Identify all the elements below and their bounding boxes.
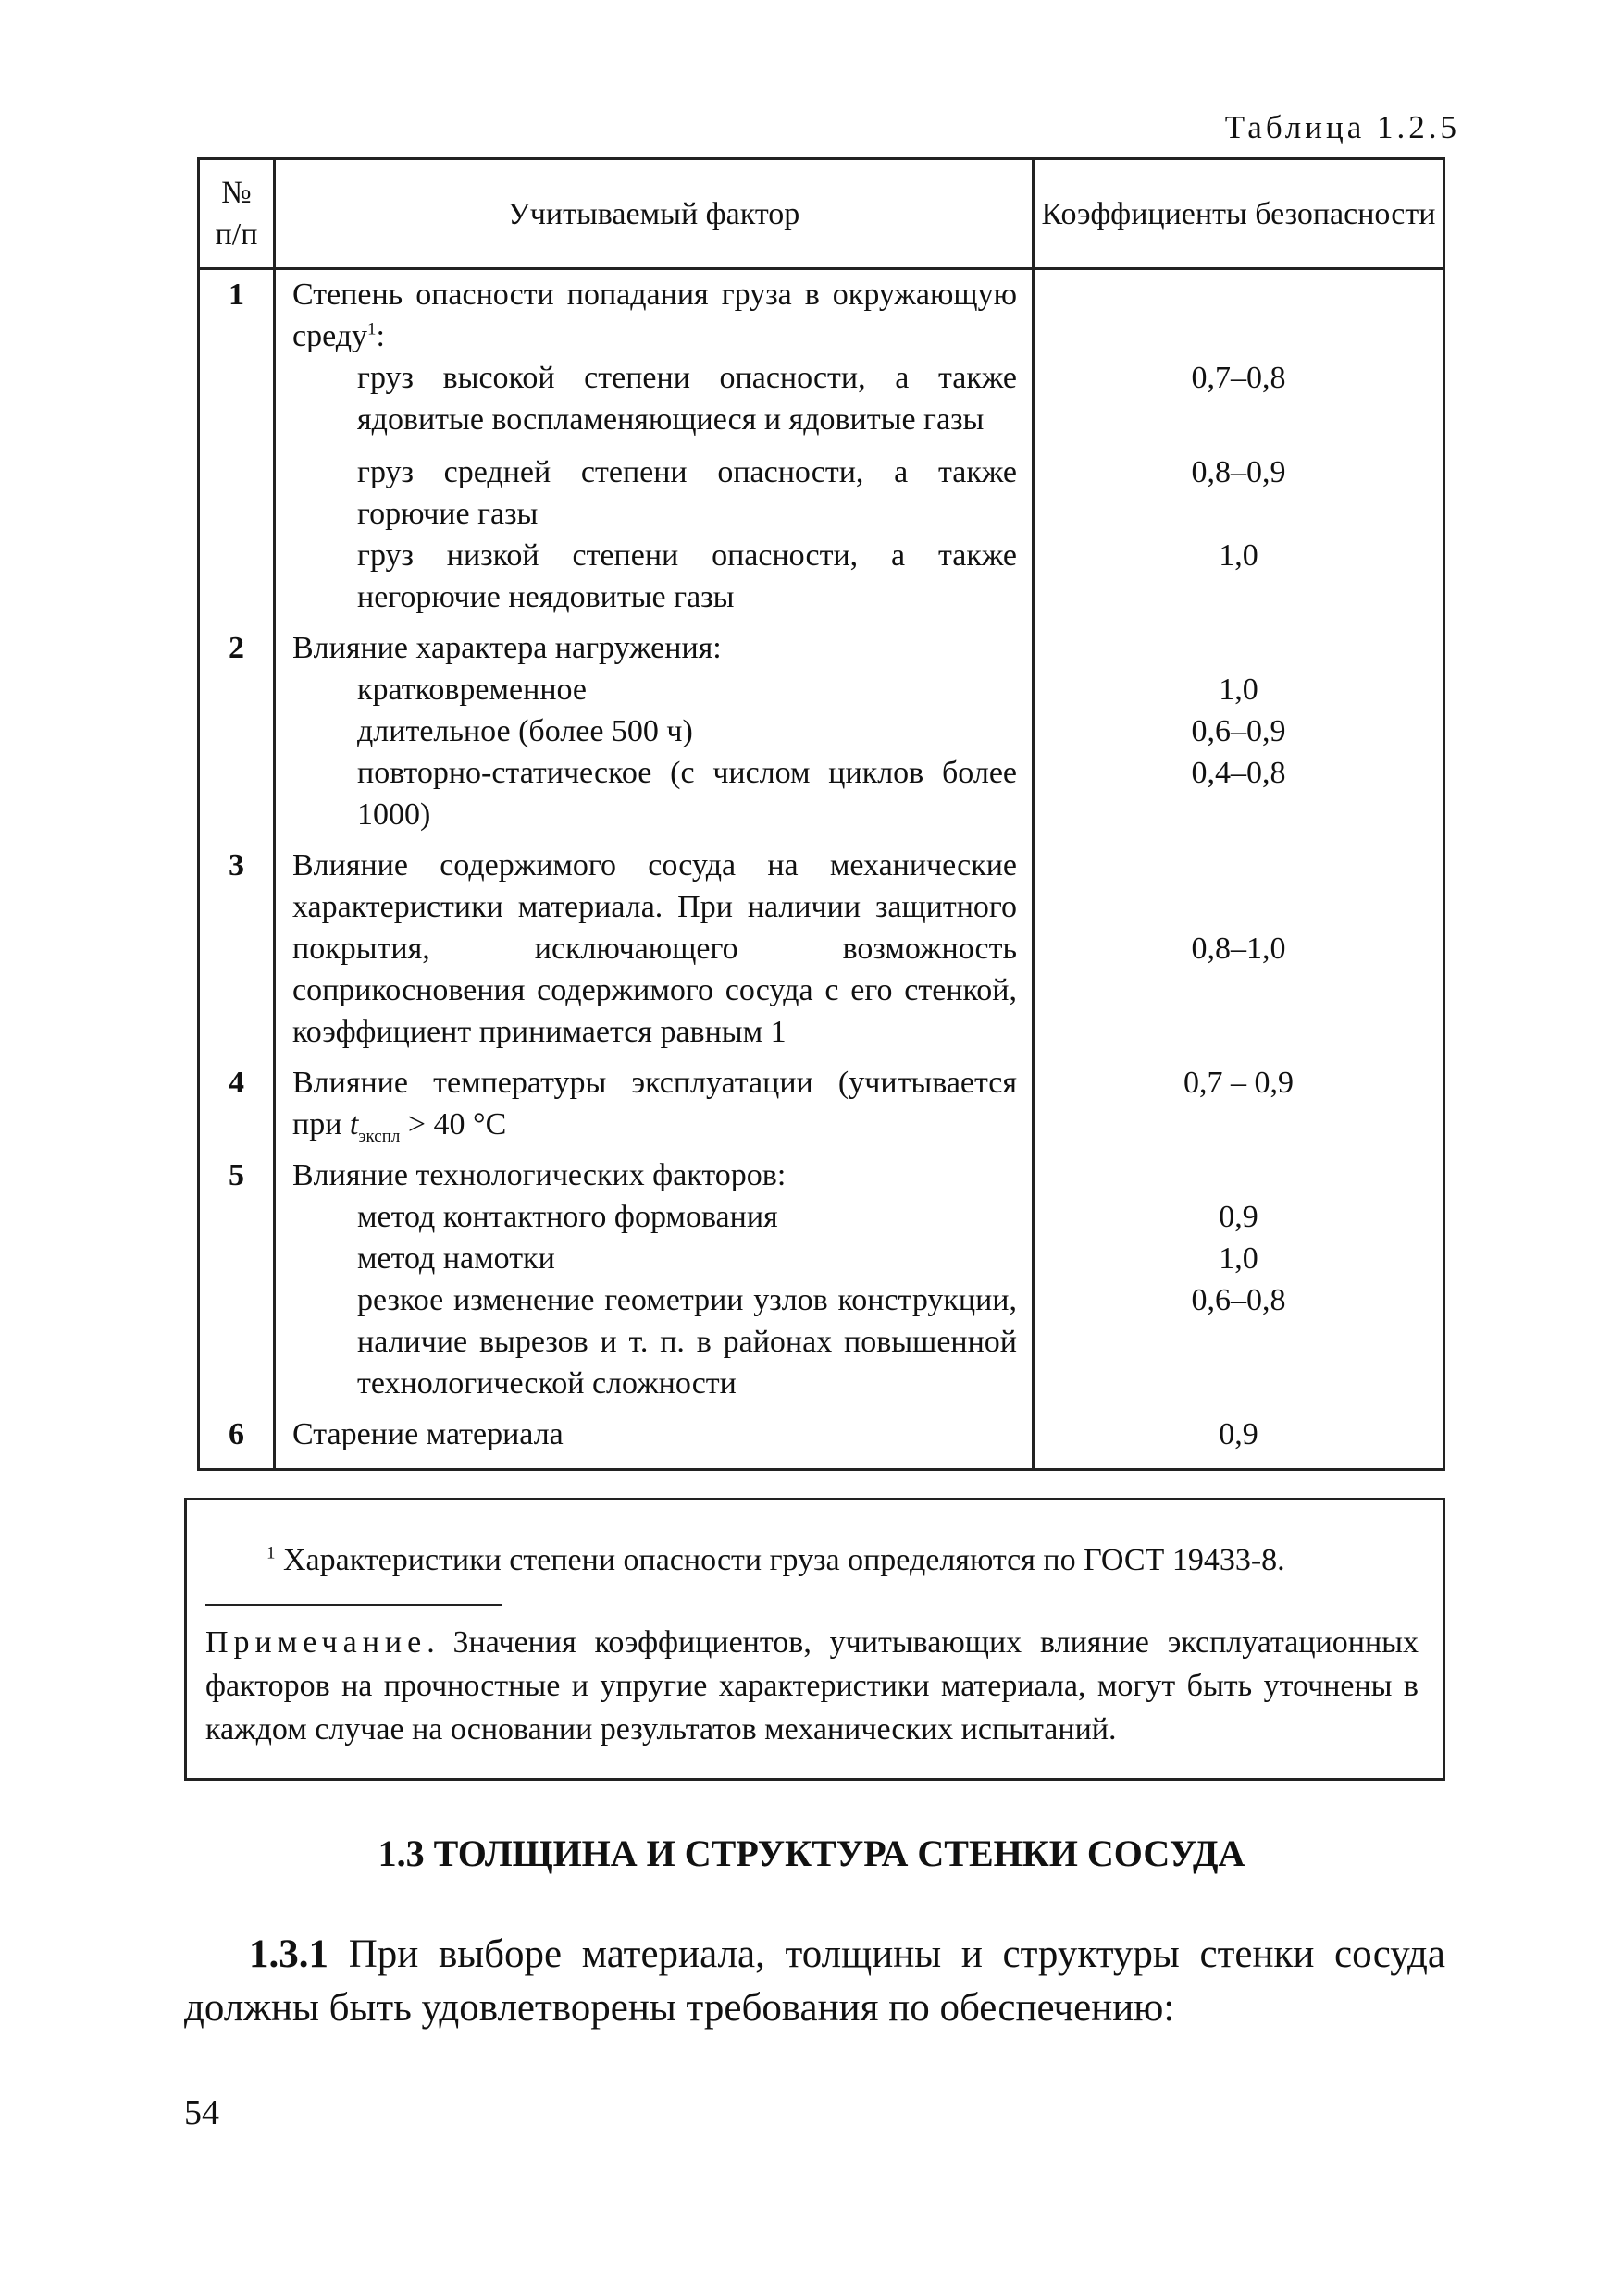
footnote-mark: 1 [266, 1543, 276, 1563]
coef-cell [1034, 841, 1444, 1058]
table-row [199, 623, 1444, 841]
coef-value: 1,0 [1219, 1241, 1258, 1276]
header-num: № п/п [199, 159, 275, 269]
coef-cell [1034, 1058, 1444, 1151]
coef-value: 0,7–0,8 [1191, 361, 1286, 395]
factor-item: кратковременное [357, 673, 588, 707]
row-number: 1 [199, 269, 275, 624]
factor-title: Влияние характера нагружения: [292, 631, 722, 665]
row-number: 4 [199, 1058, 275, 1151]
row-number: 2 [199, 623, 275, 841]
row-number: 3 [199, 841, 275, 1058]
table-row [199, 1410, 1444, 1470]
coef-value: 0,9 [1219, 1417, 1258, 1451]
row-number: 6 [199, 1410, 275, 1470]
factor-item: метод контактного формования [357, 1200, 778, 1234]
factor-item: груз низкой степени опасности, а также негорючие неядовитые газы [357, 538, 1017, 614]
coef-value: 1,0 [1219, 538, 1258, 573]
factor-item: резкое изменение геометрии узлов конструкции, наличие вырезов и т. п. в районах повышенной технологической сложности [357, 1283, 1017, 1401]
footnote-ref: 1 [367, 319, 377, 339]
table-row [199, 841, 1444, 1058]
coef-cell [1034, 623, 1444, 841]
footnote [266, 1543, 1285, 1578]
safety-factors-table [197, 157, 1445, 1471]
factor-item: метод намотки [357, 1241, 555, 1276]
note-label: Примечание [205, 1625, 427, 1660]
coef-cell [1034, 269, 1444, 624]
factor-title: Степень опасности попадания груза в окружающую среду [292, 278, 1017, 353]
temperature-condition: > 40 °С [407, 1107, 507, 1142]
header-factor: Учитываемый фактор [275, 159, 1034, 269]
coef-value: 0,8–1,0 [1191, 932, 1286, 966]
note-text: . Значения коэффициентов, учитывающих влияние эксплуатационных факторов на прочностные и упругие характеристики материала, могут быть уточнены в каждом случае на основании результатов механических испытаний. [205, 1625, 1419, 1747]
factor-item: груз средней степени опасности, а также горючие газы [357, 455, 1017, 531]
factor-cell [275, 1058, 1034, 1151]
table-row [199, 1151, 1444, 1410]
table-row [199, 269, 1444, 624]
factor-cell [275, 269, 1034, 624]
factor-item: повторно-статическое (с числом циклов более 1000) [357, 756, 1017, 832]
table-caption: Таблица 1.2.5 [1224, 109, 1460, 145]
factor-title: Влияние содержимого сосуда на механические характеристики материала. При наличии защитного покрытия, исключающего возможность соприкосновения содержимого сосуда с его стенкой, коэффициент принимается равным 1 [292, 848, 1017, 1049]
paragraph-text: При выборе материала, толщины и структуры стенки сосуда должны быть удовлетворены требования по обеспечению: [184, 1932, 1445, 2030]
note [205, 1621, 1419, 1751]
table-notes [184, 1498, 1445, 1781]
temperature-subscript: экспл [358, 1126, 401, 1146]
coef-value: 0,6–0,9 [1191, 714, 1286, 748]
coef-value: 0,7 – 0,9 [1183, 1066, 1294, 1100]
factor-item: длительное (более 500 ч) [357, 714, 693, 748]
footnote-text: Характеристики степени опасности груза определяются по ГОСТ 19433-8. [283, 1543, 1285, 1577]
factor-title-end: : [376, 319, 385, 353]
table-row [199, 1058, 1444, 1151]
factor-cell [275, 1151, 1034, 1410]
table-header-row [199, 159, 1444, 269]
factor-title: Старение материала [292, 1417, 564, 1451]
factor-cell [275, 623, 1034, 841]
coef-cell [1034, 1410, 1444, 1470]
temperature-symbol: t [349, 1107, 359, 1142]
section-heading: 1.3 ТОЛЩИНА И СТРУКТУРА СТЕНКИ СОСУДА [378, 1833, 1245, 1874]
coef-value: 0,4–0,8 [1191, 756, 1286, 790]
factor-cell [275, 841, 1034, 1058]
coef-value: 0,9 [1219, 1200, 1258, 1234]
factor-title: Влияние температуры эксплуатации (учитывается при [292, 1066, 1017, 1142]
page-number: 54 [184, 2093, 219, 2132]
footnote-divider [205, 1604, 502, 1606]
paragraph [184, 1928, 1445, 2035]
coef-value: 1,0 [1219, 673, 1258, 707]
header-coef: Коэффициенты безопасности [1034, 159, 1444, 269]
coef-value: 0,8–0,9 [1191, 455, 1286, 489]
factor-cell [275, 1410, 1034, 1470]
row-number: 5 [199, 1151, 275, 1410]
coef-cell [1034, 1151, 1444, 1410]
factor-item: груз высокой степени опасности, а также ядовитые воспламеняющиеся и ядовитые газы [357, 361, 1017, 437]
coef-value: 0,6–0,8 [1191, 1283, 1286, 1317]
factor-title: Влияние технологических факторов: [292, 1158, 787, 1192]
paragraph-number: 1.3.1 [249, 1932, 328, 1976]
